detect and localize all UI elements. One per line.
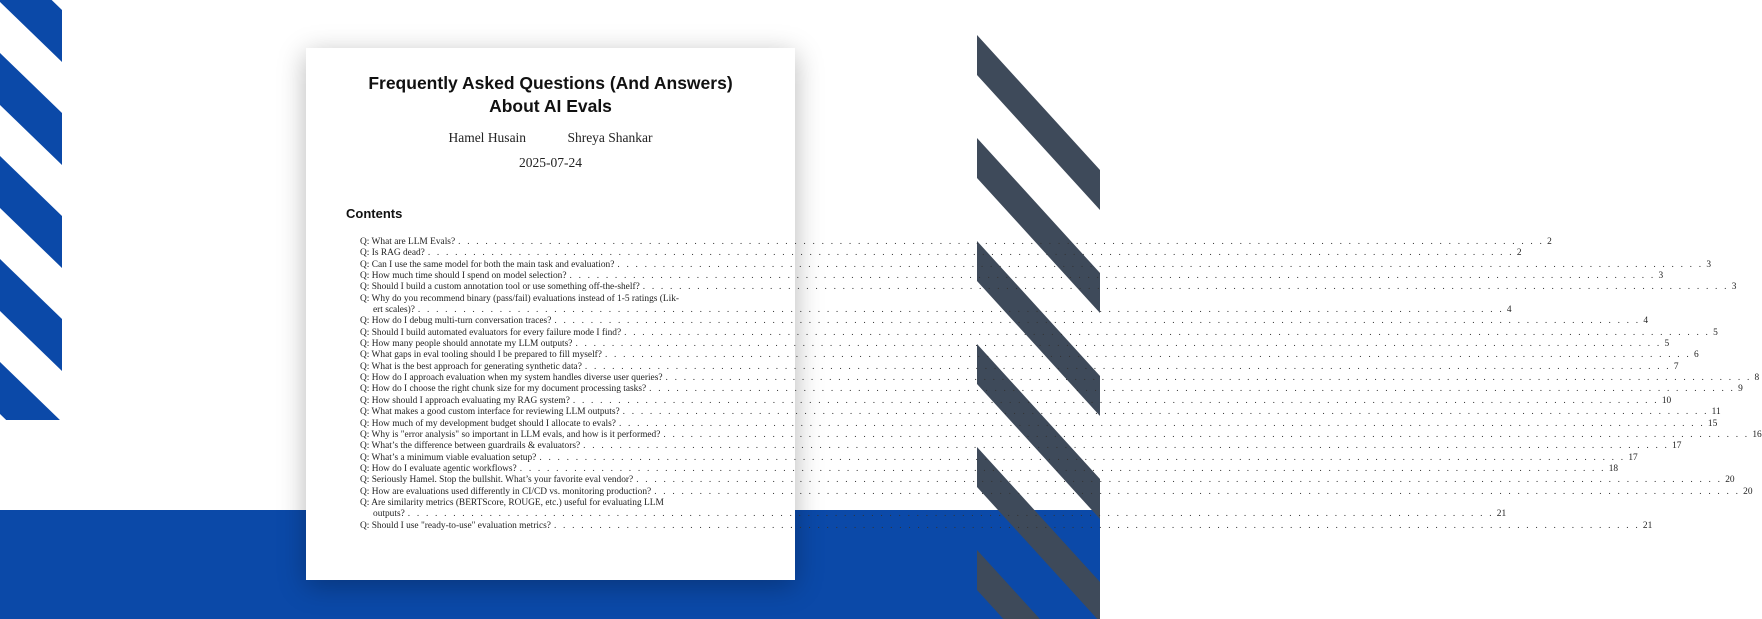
diagonal-stripe — [0, 156, 62, 268]
toc-entry[interactable] — [360, 361, 1679, 373]
toc-entry-text: Q: What makes a good custom interface for reviewing LLM outputs? — [360, 407, 620, 418]
toc-entry-text: Q: How do I debug multi-turn conversation traces? — [360, 316, 552, 327]
toc-entry-text: Q: How do I approach evaluation when my system handles diverse user queries? — [360, 373, 663, 384]
toc-entry[interactable] — [360, 373, 1760, 384]
toc-entry-text: Q: Why is "error analysis" so important in LLM evals, and how is it performed? — [360, 429, 661, 440]
toc-entry[interactable] — [360, 463, 1619, 475]
toc-leader-dots: . . . . . . . . . . . . . . . . . . . . . . . . . . . . . . . . . . . . . . . . . . . . . . . . . . . . . . . . . . . . . . . . . . . . . . . . . . . . . . . . . . . . . . . . . . . . . . . . . . . . . . . . . . . . . . . . . . . . . . . . — [458, 237, 1545, 247]
toc-leader-dots: . . . . . . . . . . . . . . . . . . . . . . . . . . . . . . . . . . . . . . . . . . . . . . . . . . . . . . . . . . . . . . . . . . . . . . . . . . . . . . . . . . . . . . . . . . . . . . . . . . . . . . . . . . . . . . . . . . . . . . . . — [417, 305, 1504, 316]
toc-entry[interactable] — [360, 327, 1718, 339]
toc-entry-text: Q: Can I use the same model for both the main task and evaluation? — [360, 259, 615, 270]
toc-page-number: 10 — [1661, 395, 1672, 406]
toc-leader-dots: . . . . . . . . . . . . . . . . . . . . . . . . . . . . . . . . . . . . . . . . . . . . . . . . . . . . . . . . . . . . . . . . . . . . . . . . . . . . . . . . . . . . . . . . . . . . . . . . . . . . . . . . . . . . . . . . . . . . . . . . — [569, 271, 1656, 282]
toc-entry-text: Q: How much of my development budget should I allocate to evals? — [360, 418, 616, 429]
toc-page-number: 16 — [1752, 429, 1762, 440]
toc-leader-dots: . . . . . . . . . . . . . . . . . . . . . . . . . . . . . . . . . . . . . . . . . . . . . . . . . . . . . . . . . . . . . . . . . . . . . . . . . . . . . . . . . . . . . . . . . . . . . . . . . . . . . . . . . . . . . . . . . . . . . . . . — [617, 259, 1704, 270]
toc-entry[interactable] — [360, 486, 1753, 498]
toc-page-number: 5 — [1713, 327, 1718, 338]
toc-entry-text: outputs? — [373, 509, 405, 520]
toc-entry-text: Q: Is RAG dead? — [360, 248, 425, 259]
diagonal-stripe — [0, 53, 62, 165]
toc-entry-text: Q: Should I use "ready-to-use" evaluation metrics? — [360, 520, 551, 531]
toc-page-number: 11 — [1711, 407, 1721, 418]
diagonal-stripe — [0, 0, 62, 62]
toc-leader-dots: . . . . . . . . . . . . . . . . . . . . . . . . . . . . . . . . . . . . . . . . . . . . . . . . . . . . . . . . . . . . . . . . . . . . . . . . . . . . . . . . . . . . . . . . . . . . . . . . . . . . . . . . . . . . . . . . . . . . . . . . — [407, 509, 1494, 520]
toc-entry-text: Q: Are similarity metrics (BERTScore, ROUGE, etc.) useful for evaluating LLM — [360, 497, 664, 508]
toc-page-number: 18 — [1608, 463, 1619, 474]
author-name: Shreya Shankar — [567, 130, 653, 145]
author-name: Hamel Husain — [448, 130, 527, 145]
authors — [306, 130, 795, 146]
toc-entry[interactable] — [360, 475, 1735, 486]
toc-page-number: 15 — [1707, 418, 1718, 429]
toc-entry[interactable] — [360, 282, 1737, 293]
table-of-contents — [360, 237, 1762, 532]
toc-entry-text: Q: What’s the difference between guardrails & evaluators? — [360, 441, 581, 452]
toc-page-number: 17 — [1628, 452, 1638, 463]
toc-page-number: 3 — [1706, 259, 1712, 270]
toc-leader-dots: . . . . . . . . . . . . . . . . . . . . . . . . . . . . . . . . . . . . . . . . . . . . . . . . . . . . . . . . . . . . . . . . . . . . . . . . . . . . . . . . . . . . . . . . . . . . . . . . . . . . . . . . . . . . . . . . . . . . . . . . — [604, 350, 1691, 361]
left-diagonal-stripes — [0, 0, 62, 619]
toc-page-number: 4 — [1643, 316, 1649, 327]
toc-entry-continuation[interactable] — [360, 509, 1507, 520]
toc-entry[interactable] — [360, 339, 1670, 350]
toc-page-number: 3 — [1731, 282, 1737, 293]
toc-leader-dots: . . . . . . . . . . . . . . . . . . . . . . . . . . . . . . . . . . . . . . . . . . . . . . . . . . . . . . . . . . . . . . . . . . . . . . . . . . . . . . . . . . . . . . . . . . . . . . . . . . . . . . . . . . . . . . . . . . . . . . . . — [427, 248, 1514, 259]
toc-page-number: 7 — [1673, 361, 1679, 372]
document-date: 2025-07-24 — [519, 155, 582, 170]
toc-entry[interactable] — [360, 407, 1721, 418]
toc-entry[interactable] — [360, 294, 744, 305]
toc-page-number: 9 — [1738, 384, 1743, 395]
toc-entry[interactable] — [360, 429, 1762, 441]
title-line-2: About AI Evals — [489, 96, 612, 116]
toc-leader-dots: . . . . . . . . . . . . . . . . . . . . . . . . . . . . . . . . . . . . . . . . . . . . . . . . . . . . . . . . . . . . . . . . . . . . . . . . . . . . . . . . . . . . . . . . . . . . . . . . . . . . . . . . . . . . . . . . . . . . . . . . — [663, 429, 1750, 440]
toc-leader-dots: . . . . . . . . . . . . . . . . . . . . . . . . . . . . . . . . . . . . . . . . . . . . . . . . . . . . . . . . . . . . . . . . . . . . . . . . . . . . . . . . . . . . . . . . . . . . . . . . . . . . . . . . . . . . . . . . . . . . . . . . — [618, 418, 1705, 429]
toc-entry[interactable] — [360, 384, 1743, 395]
toc-page-number: 3 — [1658, 271, 1664, 282]
toc-leader-dots: . . . . . . . . . . . . . . . . . . . . . . . . . . . . . . . . . . . . . . . . . . . . . . . . . . . . . . . . . . . . . . . . . . . . . . . . . . . . . . . . . . . . . . . . . . . . . . . . . . . . . . . . . . . . . . . . . . . . . . . . — [583, 441, 1670, 452]
toc-page-number: 4 — [1506, 305, 1512, 316]
toc-leader-dots: . . . . . . . . . . . . . . . . . . . . . . . . . . . . . . . . . . . . . . . . . . . . . . . . . . . . . . . . . . . . . . . . . . . . . . . . . . . . . . . . . . . . . . . . . . . . . . . . . . . . . . . . . . . . . . . . . . . . . . . . — [572, 395, 1659, 406]
toc-entry[interactable] — [360, 520, 1653, 532]
toc-entry[interactable] — [360, 395, 1672, 407]
toc-entry-text: Q: How should I approach evaluating my RAG system? — [360, 395, 570, 406]
toc-entry-text: Q: Seriously Hamel. Stop the bullshit. What’s your favorite eval vendor? — [360, 475, 634, 486]
document-title — [306, 72, 795, 118]
toc-entry-text: Q: What gaps in eval tooling should I be prepared to fill myself? — [360, 350, 602, 361]
toc-entry-text: Q: How do I evaluate agentic workflows? — [360, 463, 517, 474]
title-line-1: Frequently Asked Questions (And Answers) — [368, 73, 733, 93]
toc-page-number: 17 — [1672, 441, 1682, 452]
toc-page-number: 8 — [1754, 373, 1760, 384]
toc-page-number: 20 — [1743, 486, 1753, 497]
toc-page-number: 2 — [1547, 237, 1552, 247]
toc-leader-dots: . . . . . . . . . . . . . . . . . . . . . . . . . . . . . . . . . . . . . . . . . . . . . . . . . . . . . . . . . . . . . . . . . . . . . . . . . . . . . . . . . . . . . . . . . . . . . . . . . . . . . . . . . . . . . . . . . . . . . . . . — [554, 316, 1641, 327]
toc-entry[interactable] — [360, 350, 1699, 361]
toc-entry[interactable] — [360, 259, 1712, 271]
toc-page-number: 6 — [1693, 350, 1699, 361]
toc-entry-continuation[interactable] — [360, 305, 1512, 316]
toc-entry-text: Q: How are evaluations used differently in CI/CD vs. monitoring production? — [360, 486, 652, 497]
toc-leader-dots: . . . . . . . . . . . . . . . . . . . . . . . . . . . . . . . . . . . . . . . . . . . . . . . . . . . . . . . . . . . . . . . . . . . . . . . . . . . . . . . . . . . . . . . . . . . . . . . . . . . . . . . . . . . . . . . . . . . . . . . . — [665, 373, 1752, 384]
toc-leader-dots: . . . . . . . . . . . . . . . . . . . . . . . . . . . . . . . . . . . . . . . . . . . . . . . . . . . . . . . . . . . . . . . . . . . . . . . . . . . . . . . . . . . . . . . . . . . . . . . . . . . . . . . . . . . . . . . . . . . . . . . . — [622, 407, 1709, 418]
toc-entry-text: Q: How much time should I spend on model selection? — [360, 271, 567, 282]
toc-page-number: 2 — [1516, 248, 1522, 259]
toc-entry[interactable] — [360, 316, 1649, 327]
toc-entry[interactable] — [360, 441, 1682, 452]
toc-leader-dots: . . . . . . . . . . . . . . . . . . . . . . . . . . . . . . . . . . . . . . . . . . . . . . . . . . . . . . . . . . . . . . . . . . . . . . . . . . . . . . . . . . . . . . . . . . . . . . . . . . . . . . . . . . . . . . . . . . . . . . . . — [539, 452, 1626, 463]
document-page — [306, 48, 1762, 580]
toc-page-number: 20 — [1725, 475, 1735, 486]
toc-leader-dots: . . . . . . . . . . . . . . . . . . . . . . . . . . . . . . . . . . . . . . . . . . . . . . . . . . . . . . . . . . . . . . . . . . . . . . . . . . . . . . . . . . . . . . . . . . . . . . . . . . . . . . . . . . . . . . . . . . . . . . . . — [519, 463, 1606, 474]
toc-leader-dots: . . . . . . . . . . . . . . . . . . . . . . . . . . . . . . . . . . . . . . . . . . . . . . . . . . . . . . . . . . . . . . . . . . . . . . . . . . . . . . . . . . . . . . . . . . . . . . . . . . . . . . . . . . . . . . . . . . . . . . . . — [649, 384, 1736, 395]
toc-entry-text: Q: What are LLM Evals? — [360, 237, 456, 247]
toc-page-number: 21 — [1642, 520, 1653, 531]
toc-leader-dots: . . . . . . . . . . . . . . . . . . . . . . . . . . . . . . . . . . . . . . . . . . . . . . . . . . . . . . . . . . . . . . . . . . . . . . . . . . . . . . . . . . . . . . . . . . . . . . . . . . . . . . . . . . . . . . . . . . . . . . . . — [584, 361, 1671, 372]
toc-page-number: 5 — [1664, 339, 1670, 350]
toc-entry[interactable] — [360, 237, 1552, 248]
toc-entry-text: Q: How many people should annotate my LLM outputs? — [360, 339, 573, 350]
toc-entry[interactable] — [360, 452, 1638, 464]
diagonal-stripe — [0, 259, 62, 371]
toc-page-number: 21 — [1496, 509, 1507, 520]
toc-entry-text: Q: How do I choose the right chunk size for my document processing tasks? — [360, 384, 647, 395]
contents-heading: Contents — [346, 206, 403, 221]
toc-leader-dots: . . . . . . . . . . . . . . . . . . . . . . . . . . . . . . . . . . . . . . . . . . . . . . . . . . . . . . . . . . . . . . . . . . . . . . . . . . . . . . . . . . . . . . . . . . . . . . . . . . . . . . . . . . . . . . . . . . . . . . . . — [636, 475, 1723, 486]
toc-entry-text: Q: What’s a minimum viable evaluation setup? — [360, 452, 537, 463]
toc-entry-text: Q: What is the best approach for generating synthetic data? — [360, 361, 582, 372]
diagonal-stripe — [0, 362, 62, 474]
toc-entry-text: Q: Why do you recommend binary (pass/fail) evaluations instead of 1-5 ratings (Lik- — [360, 293, 680, 304]
toc-leader-dots: . . . . . . . . . . . . . . . . . . . . . . . . . . . . . . . . . . . . . . . . . . . . . . . . . . . . . . . . . . . . . . . . . . . . . . . . . . . . . . . . . . . . . . . . . . . . . . . . . . . . . . . . . . . . . . . . . . . . . . . . — [553, 520, 1640, 531]
toc-entry[interactable] — [360, 498, 744, 509]
toc-leader-dots: . . . . . . . . . . . . . . . . . . . . . . . . . . . . . . . . . . . . . . . . . . . . . . . . . . . . . . . . . . . . . . . . . . . . . . . . . . . . . . . . . . . . . . . . . . . . . . . . . . . . . . . . . . . . . . . . . . . . . . . . — [642, 282, 1729, 293]
toc-entry[interactable] — [360, 271, 1664, 282]
toc-entry-text: ert scales)? — [373, 305, 415, 316]
toc-leader-dots: . . . . . . . . . . . . . . . . . . . . . . . . . . . . . . . . . . . . . . . . . . . . . . . . . . . . . . . . . . . . . . . . . . . . . . . . . . . . . . . . . . . . . . . . . . . . . . . . . . . . . . . . . . . . . . . . . . . . . . . . — [624, 327, 1711, 338]
toc-entry-text: Q: Should I build a custom annotation tool or use something off-the-shelf? — [360, 282, 640, 293]
toc-entry[interactable] — [360, 418, 1718, 430]
toc-entry-text: Q: Should I build automated evaluators for every failure mode I find? — [360, 327, 622, 338]
toc-entry[interactable] — [360, 248, 1522, 259]
toc-leader-dots: . . . . . . . . . . . . . . . . . . . . . . . . . . . . . . . . . . . . . . . . . . . . . . . . . . . . . . . . . . . . . . . . . . . . . . . . . . . . . . . . . . . . . . . . . . . . . . . . . . . . . . . . . . . . . . . . . . . . . . . . — [575, 339, 1662, 350]
toc-leader-dots: . . . . . . . . . . . . . . . . . . . . . . . . . . . . . . . . . . . . . . . . . . . . . . . . . . . . . . . . . . . . . . . . . . . . . . . . . . . . . . . . . . . . . . . . . . . . . . . . . . . . . . . . . . . . . . . . . . . . . . . . — [654, 486, 1741, 497]
